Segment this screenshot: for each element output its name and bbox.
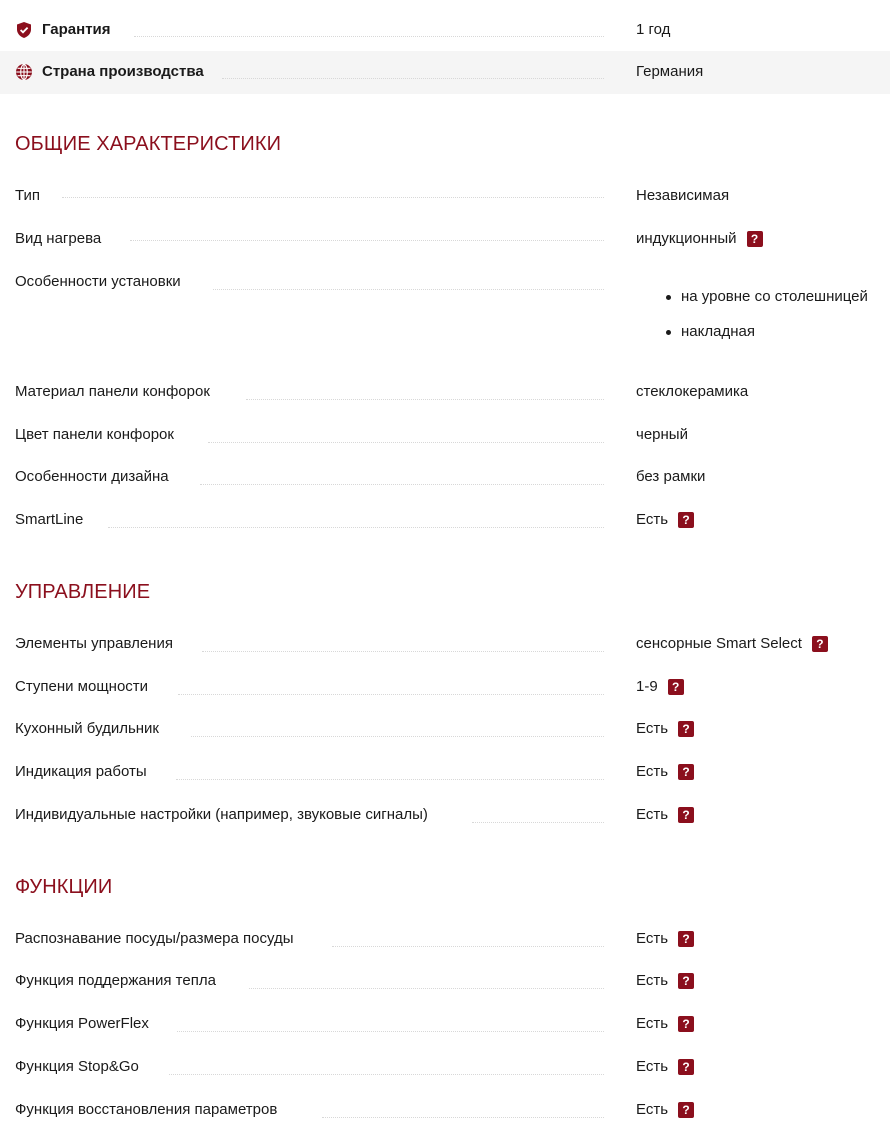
spec-value-list [666, 287, 868, 357]
help-icon[interactable]: ? [678, 1016, 694, 1032]
spec-row [0, 229, 890, 272]
spec-value: черный [636, 426, 688, 443]
help-icon[interactable]: ? [812, 636, 828, 652]
dotted-leader [472, 822, 604, 823]
list-item: накладная [666, 322, 868, 357]
spec-label: Цвет панели конфорок [15, 426, 174, 443]
section-title-general: ОБЩИЕ ХАРАКТЕРИСТИКИ [15, 133, 282, 155]
spec-row [0, 1100, 890, 1130]
spec-value: Есть [636, 972, 669, 989]
dotted-leader [191, 736, 604, 737]
dotted-leader [134, 36, 604, 37]
help-icon[interactable]: ? [678, 721, 694, 737]
spec-value: Есть [636, 511, 669, 528]
spec-row [0, 929, 890, 972]
dotted-leader [177, 1031, 604, 1032]
dotted-leader [208, 442, 604, 443]
spec-label: Функция Stop&Go [15, 1058, 139, 1075]
spec-label: Гарантия [42, 21, 111, 38]
spec-row [0, 1057, 890, 1100]
spec-value: без рамки [636, 468, 706, 485]
globe-icon [15, 63, 33, 81]
dotted-leader [246, 399, 604, 400]
spec-row [0, 186, 890, 229]
spec-value: Есть [636, 1101, 669, 1118]
dotted-leader [222, 78, 604, 79]
dotted-leader [249, 988, 604, 989]
spec-value: 1 год [636, 21, 671, 38]
spec-value: сенсорные Smart Select [636, 635, 802, 652]
dotted-leader [332, 946, 604, 947]
spec-label: Материал панели конфорок [15, 383, 210, 400]
spec-value: Есть [636, 806, 669, 823]
dotted-leader [62, 197, 604, 198]
spec-value: Есть [636, 720, 669, 737]
shield-check-icon [15, 21, 33, 39]
spec-row [0, 719, 890, 762]
dotted-leader [130, 240, 604, 241]
help-icon[interactable]: ? [678, 973, 694, 989]
help-icon[interactable]: ? [678, 764, 694, 780]
spec-label: Страна производства [42, 63, 204, 80]
spec-row [0, 677, 890, 720]
spec-row-country [0, 51, 890, 94]
spec-row-installation [0, 272, 890, 382]
dotted-leader [202, 651, 604, 652]
spec-value: Германия [636, 63, 704, 80]
dotted-leader [176, 779, 604, 780]
spec-label: SmartLine [15, 511, 84, 528]
spec-label: Функция поддержания тепла [15, 972, 216, 989]
spec-label: Элементы управления [15, 635, 173, 652]
spec-label: Индивидуальные настройки (например, звуковые сигналы) [15, 806, 428, 823]
spec-row [0, 762, 890, 805]
spec-label: Функция PowerFlex [15, 1015, 149, 1032]
spec-label: Функция восстановления параметров [15, 1101, 278, 1118]
spec-row [0, 425, 890, 468]
spec-row [0, 805, 890, 848]
dotted-leader [200, 484, 604, 485]
spec-label: Особенности дизайна [15, 468, 169, 485]
help-icon[interactable]: ? [678, 1059, 694, 1075]
spec-value: Есть [636, 1058, 669, 1075]
spec-value: индукционный [636, 230, 737, 247]
spec-label: Ступени мощности [15, 678, 149, 695]
section-title-functions: ФУНКЦИИ [15, 876, 113, 898]
spec-value: стеклокерамика [636, 383, 749, 400]
dotted-leader [178, 694, 604, 695]
spec-value: Есть [636, 1015, 669, 1032]
list-item: на уровне со столешницей [666, 287, 868, 322]
spec-value: Независимая [636, 187, 730, 204]
spec-value: Есть [636, 763, 669, 780]
dotted-leader [322, 1117, 604, 1118]
help-icon[interactable]: ? [678, 931, 694, 947]
help-icon[interactable]: ? [678, 512, 694, 528]
spec-row [0, 467, 890, 510]
spec-row [0, 510, 890, 553]
spec-label: Распознавание посуды/размера посуды [15, 930, 294, 947]
section-title-control: УПРАВЛЕНИЕ [15, 581, 151, 603]
spec-row-warranty [0, 9, 890, 52]
dotted-leader [108, 527, 604, 528]
spec-value: Есть [636, 930, 669, 947]
spec-label: Вид нагрева [15, 230, 102, 247]
spec-label: Индикация работы [15, 763, 147, 780]
help-icon[interactable]: ? [678, 1102, 694, 1118]
spec-row [0, 634, 890, 677]
spec-row [0, 382, 890, 425]
spec-row [0, 971, 890, 1014]
spec-value: 1-9 [636, 678, 658, 695]
help-icon[interactable]: ? [668, 679, 684, 695]
spec-label: Тип [15, 187, 41, 204]
spec-row [0, 1014, 890, 1057]
spec-label: Кухонный будильник [15, 720, 159, 737]
help-icon[interactable]: ? [747, 231, 763, 247]
dotted-leader [213, 289, 604, 290]
spec-label: Особенности установки [15, 273, 181, 290]
help-icon[interactable]: ? [678, 807, 694, 823]
dotted-leader [169, 1074, 604, 1075]
